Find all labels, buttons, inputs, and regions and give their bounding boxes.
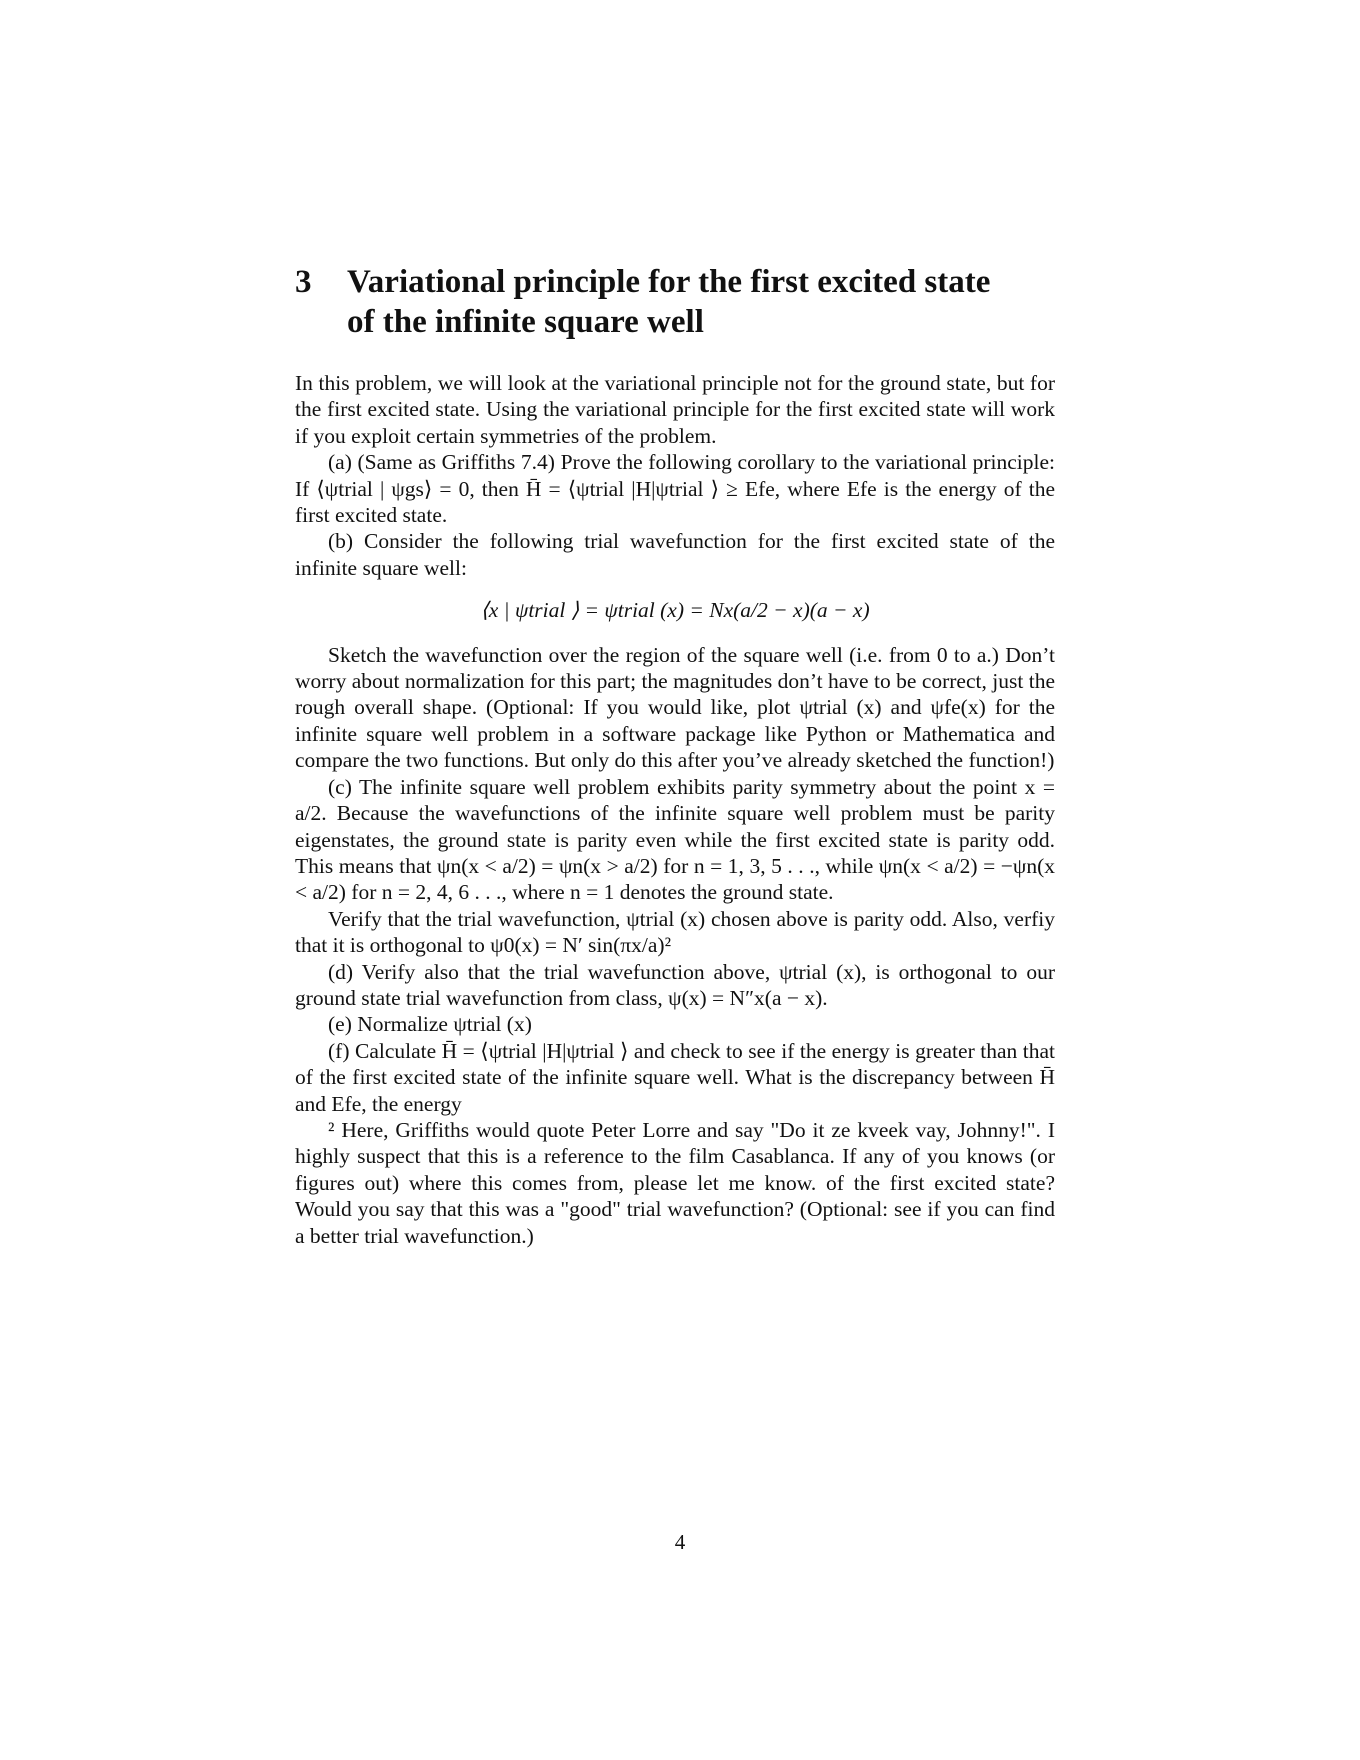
part-d-paragraph: (d) Verify also that the trial wavefunction above, ψtrial (x), is orthogonal to our ground state trial wavefunction from class, ψ(x) = N″x(a − x).	[295, 959, 1055, 1010]
page-number: 4	[674, 1530, 686, 1554]
trial-wavefunction-equation: ⟨x | ψtrial ⟩ = ψtrial (x) = Nx(a/2 − x)(a − x)	[480, 598, 870, 623]
section-number: 3	[295, 264, 312, 300]
part-e-paragraph: (e) Normalize ψtrial (x)	[328, 1012, 532, 1037]
part-f-paragraph: (f) Calculate H̄ = ⟨ψtrial |H|ψtrial ⟩ and check to see if the energy is greater than that of the first excited state of the infinite square well. What is the discrepancy between H̄ and Efe, the energy	[295, 1038, 1055, 1116]
document-page	[295, 262, 1055, 1249]
section-title-line-2: of the infinite square well	[347, 304, 704, 340]
section-heading	[295, 262, 1055, 342]
verify-paragraph: Verify that the trial wavefunction, ψtrial (x) chosen above is parity odd. Also, verfiy that it is orthogonal to ψ0(x) = N′ sin(πx/a)²	[295, 906, 1055, 958]
footnote-paragraph: ² Here, Griffiths would quote Peter Lorre and say "Do it ze kveek vay, Johnny!". I highly suspect that this is a reference to the film Casablanca. If any of you knows (or figures out) where this comes from, please let me know. of the first excited state? Would you say that this was a "good" trial wavefunction? (Optional: see if you can find a better trial wavefunction.)	[295, 1117, 1055, 1248]
part-a-paragraph: (a) (Same as Griffiths 7.4) Prove the following corollary to the variational principle: If ⟨ψtrial | ψgs⟩ = 0, then H̄ = ⟨ψtrial |H|ψtrial ⟩ ≥ Efe, where Efe is the energy of the first excited state.	[295, 450, 1055, 528]
part-b-paragraph: (b) Consider the following trial wavefunction for the first excited state of the infinite square well:	[295, 529, 1055, 580]
sketch-paragraph: Sketch the wavefunction over the region of the square well (i.e. from 0 to a.) Don’t worry about normalization for this part; the magnitudes don’t have to be correct, just the rough overall shape. (Optional: If you would like, plot ψtrial (x) and ψfe(x) for the infinite square well problem in a software package like Python or Mathematica and compare the two functions. But only do this after you’ve already sketched the function!)	[295, 642, 1055, 773]
part-c-paragraph: (c) The infinite square well problem exhibits parity symmetry about the point x = a/2. Because the wavefunctions of the infinite square well problem must be parity eigenstates, the ground state is parity even while the first excited state is parity odd. This means that ψn(x < a/2) = ψn(x > a/2) for n = 1, 3, 5 . . ., while ψn(x < a/2) = −ψn(x < a/2) for n = 2, 4, 6 . . ., where n = 1 denotes the ground state.	[295, 774, 1055, 905]
intro-paragraph: In this problem, we will look at the variational principle not for the ground state, but for the first excited state. Using the variational principle for the first excited state will work if you exploit certain symmetries of the problem.	[295, 371, 1055, 448]
section-title-line-1: Variational principle for the first excited state	[347, 264, 991, 300]
section-title	[347, 262, 990, 342]
